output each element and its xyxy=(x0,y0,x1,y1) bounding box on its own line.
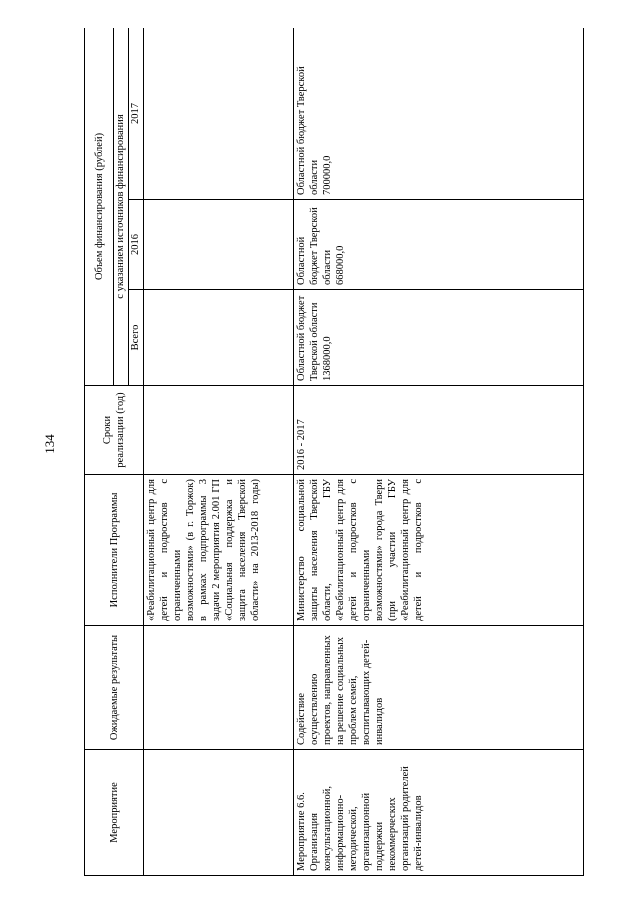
financing-table xyxy=(84,28,584,876)
cell-2017 xyxy=(294,28,584,200)
header-total: Всего xyxy=(129,290,144,386)
cell-total xyxy=(294,290,584,386)
cell-event: Мероприятие 6.6. Организация консультационной, информационно-методической, организационной поддержки некоммерческих организаций родителей детей-инвалидов xyxy=(294,750,584,876)
total-amount: 1368000,0 xyxy=(322,336,333,381)
cell-2016 xyxy=(144,200,294,290)
header-terms: Сроки реализации (год) xyxy=(85,386,144,475)
header-financing-title: Объем финансирования (рублей) xyxy=(93,132,105,281)
cell-terms: 2016 - 2017 xyxy=(294,386,584,475)
header-2016: 2016 xyxy=(129,200,144,290)
table-row xyxy=(294,28,584,876)
header-executors: Исполнители Программы xyxy=(85,475,144,626)
y2016-amount: 668000,0 xyxy=(335,245,346,285)
y2017-amount: 700000,0 xyxy=(322,155,333,195)
header-event: Мероприятие xyxy=(85,750,144,876)
cell-event xyxy=(144,750,294,876)
header-financing xyxy=(85,28,114,386)
cell-executors: «Реабилитационный центр для детей и подростков с ограниченными возможностями» (в г. Торжок) в рамках подпрограммы 3 задачи 2 мероприятия 2.001 ГП «Социальная поддержка и защита населения Тверской области» на 2013-2018 годы) xyxy=(144,475,294,626)
page-content xyxy=(84,28,584,876)
cell-total xyxy=(144,290,294,386)
y2016-source: Областной бюджет Тверской области xyxy=(296,207,333,285)
rotated-table-wrapper xyxy=(84,28,584,876)
cell-terms xyxy=(144,386,294,475)
y2017-source: Областной бюджет Тверской области xyxy=(296,66,320,195)
cell-2017 xyxy=(144,28,294,200)
cell-expected xyxy=(144,626,294,750)
table-row xyxy=(144,28,294,876)
cell-executors: Министерство социальной защиты населения Тверской области, ГБУ «Реабилитационный центр для детей и подростков с ограниченными возможностями» города Твери (при участии ГБУ «Реабилитационный центр для детей и подростков с xyxy=(294,475,584,626)
header-2017: 2017 xyxy=(129,28,144,200)
cell-2016 xyxy=(294,200,584,290)
cell-expected: Содействие осуществлению проектов, направленных на решение социальных проблем семей, воспитывающих детей-инвалидов xyxy=(294,626,584,750)
page-number: 134 xyxy=(42,434,57,454)
total-source: Областной бюджет Тверской области xyxy=(296,295,320,381)
header-financing-sources: с указанием источников финансирования xyxy=(114,28,129,386)
header-expected-results: Ожидаемые результаты xyxy=(85,626,144,750)
